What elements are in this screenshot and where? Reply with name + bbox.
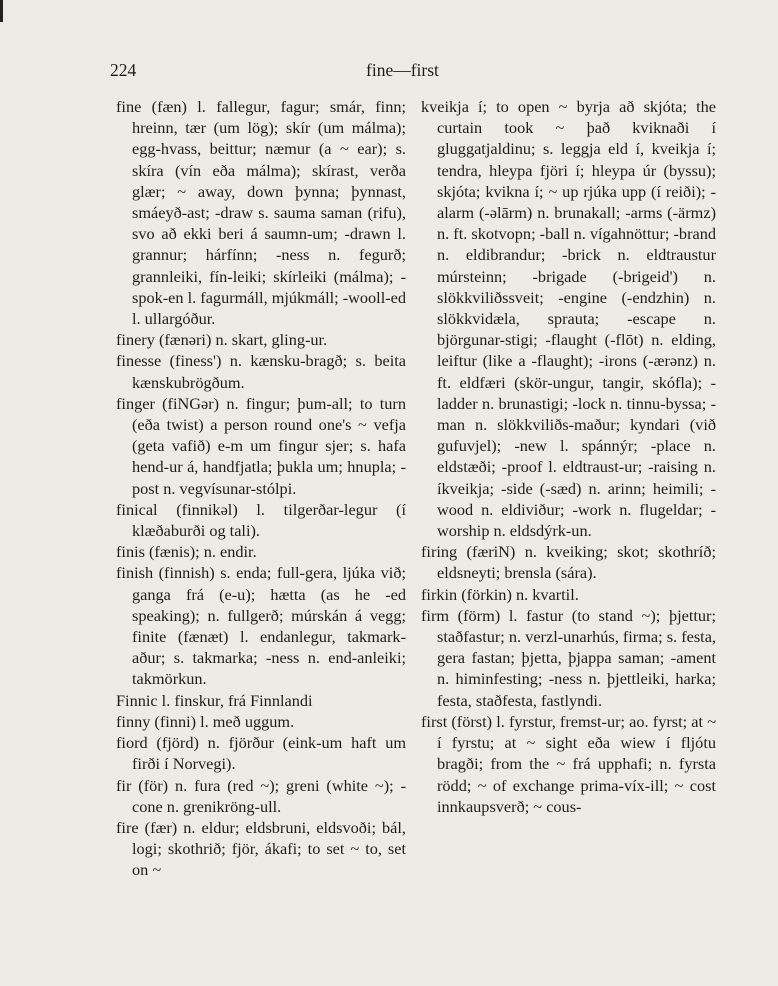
entry-fire-continued: kveikja í; to open ~ byrja að skjóta; the curtain took ~ það kviknaði í gluggatjaldinu; s. leggja eld í, kveikja í; tendra, hleypa fjöri í; hleypa úr (byssu); skjóta; kvikna í; ~ up rjúka upp (í reiði); -alarm (-əlārm) n. brunakall; -arms (-ärmz) n. ft. skotvopn; -ball n. vígahnöttur; -brand n. eldibrandur; -brick n. eldtraustur múrsteinn; -brigade (-brigeid') n. slökkviliðssveit; -engine (-endzhin) n. slökkvidæla, sprauta; -escape n. björgunar-stigi; -flaught (-flōt) n. elding, leiftur (like a -flaught); -irons (-ærənz) n. ft. eldfæri (skör-ungur, tangir, skófla); -ladder n. brunastigi; -lock n. tinnu-byssa; -man n. slökkviliðs-maður; kyndari (við gufuvjel); -new l. spánnýr; -place n. eldstæði; -proof l. eldtraust-ur; -raising n. íkveikja; -side (-sæd) n. arinn; heimili; -wood n. eldiviður; -work n. flugeldar; -worship n. eldsdýrk-un. [421,97,716,541]
entry-fine: fine (fæn) l. fallegur, fagur; smár, finn; hreinn, tær (um lög); skír (um málma); egg-hvass, beittur; næmur (a ~ ear); s. skíra (vín eða málma); skírast, verða glær; ~ away, down þynna; þynnast, smáeyð-ast; -draw s. sauma saman (rifu), svo að ekki beri á saumn-um; -drawn l. grannur; hárfínn; -ness n. fegurð; grannleiki, fín-leiki; skírleiki (málma); -spok-en l. fagurmáll, mjúkmáll; -wooll-ed l. ullargóður. [116,97,407,329]
entry-fiord: fiord (fjörd) n. fjörður (eink-um haft um firði í Norvegi). [116,733,406,774]
entry-firing: firing (færiN) n. kveiking; skot; skothríð; eldsneyti; brensla (sára). [421,542,716,583]
entry-finny: finny (finni) l. með uggum. [116,711,295,731]
entry-firm: firm (förm) l. fastur (to stand ~); þjettur; staðfastur; n. verzl-unarhús, firma; s. festa, gera fastan; þjetta, þjappa saman; -ament n. himinfesting; -ness n. þjettleiki, harka; festa, staðfesta, fastlyndi. [421,605,716,710]
entry-finnic: Finnic l. finskur, frá Finnlandi [116,690,313,710]
entry-first: first (först) l. fyrstur, fremst-ur; ao. fyrst; at ~ í fyrstu; at ~ sight eða wiew í fljótu bragði; from the ~ frá upphafi; n. fyrsta rödd; ~ of exchange prima-víx-ill; ~ cost innkaupsverð; ~ cous- [421,711,716,816]
page-edge-mark [0,0,3,22]
entry-finical: finical (finnikəl) l. tilgerðar-legur (í klæðaburði og tali). [116,499,406,541]
running-head: fine—first [366,60,439,80]
left-column [116,96,406,881]
entry-finis: finis (fænis); n. endir. [116,542,257,562]
entry-fire: fire (fær) n. eldur; eldsbruni, eldsvoði; bál, logi; skothrið; fjör, ákafi; to set ~ to, set on ~ [116,817,406,880]
page-header [110,60,670,84]
entry-fir: fir (för) n. fura (red ~); greni (white ~); -cone n. grenikröng-ull. [116,775,406,816]
page-number: 224 [110,60,137,80]
right-column [421,96,716,817]
entry-finesse: finesse (finess') n. kænsku-bragð; s. beita kænskubrögðum. [116,351,406,392]
entry-finery: finery (fænəri) n. skart, gling-ur. [116,330,328,350]
entry-finger: finger (fiNGər) n. fingur; þum-all; to turn (eða twist) a person round one's ~ vefja (geta vafið) e-m um fingur sjer; s. hafa hend-ur á, handfjatla; þukla um; hnupla; -post n. vegvísunar-stólpi. [116,393,406,498]
entry-finish: finish (finnish) s. enda; full-gera, ljúka við; ganga frá (e-u); hætta (as he -ed speaking); n. fullgerð; múrskán á vegg; finite (fænæt) l. endanlegur, takmark-aður; s. takmarka; -ness n. end-anleiki; takmörkun. [116,563,406,689]
entry-firkin: firkin (förkin) n. kvartil. [421,584,579,604]
